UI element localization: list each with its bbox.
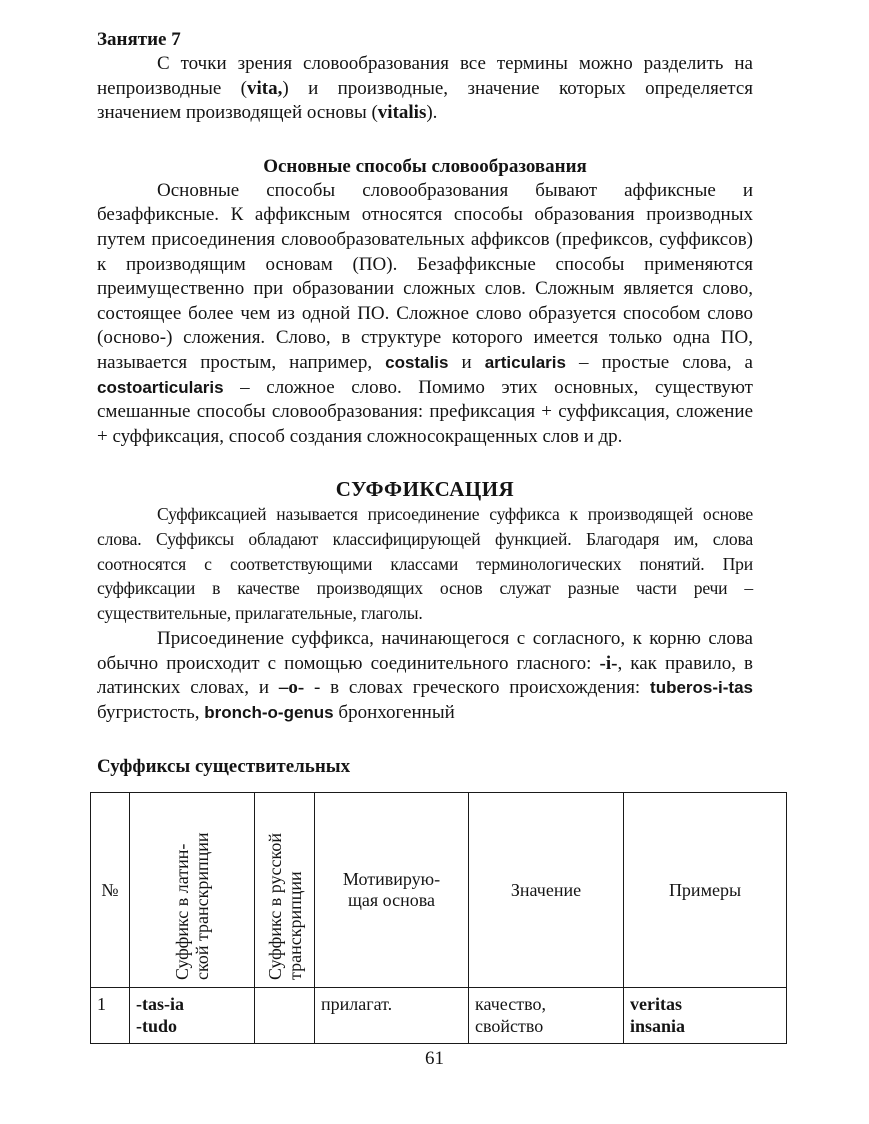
text: Присоединение суффикса, начинающегося с согласного, к корню слова обычно происходит с помощью соединительного гласного: <box>97 628 753 674</box>
cell-examples <box>624 988 787 1044</box>
cell-number: 1 <box>91 988 130 1044</box>
suffix-table <box>90 792 787 1044</box>
text: , как правило, в латинских словах, и <box>97 652 753 699</box>
header-line: Суффикс в русской <box>264 833 285 980</box>
page-content <box>97 28 753 778</box>
text: ). <box>426 102 438 124</box>
cell-line: -tudo <box>136 1016 178 1036</box>
term-costoarticularis: costoarticularis <box>97 377 224 397</box>
vowel-i: -i- <box>599 652 618 674</box>
term-articularis: articularis <box>484 352 566 372</box>
cell-line: свойство <box>475 1016 544 1036</box>
header-line: ской транскрипции <box>192 832 212 980</box>
table-header-row <box>91 793 787 988</box>
text: и <box>448 351 485 373</box>
cell-latin <box>130 988 255 1044</box>
cell-line: качество, <box>475 994 546 1014</box>
example-bronchogenus: bronch-o-genus <box>204 703 334 723</box>
term-vitalis: vitalis <box>377 102 427 124</box>
text: С точки зрения словообразования все термины можно разделить на непроизводные ( <box>97 53 753 99</box>
suffixation-paragraph: Суффиксацией называется присоединение суффикса к производящей основе слова. Суффиксы обладают классифицирующей функцией. Благодаря им, слова соотносятся с соответствующими классами терминологических понятий. При суффиксации в качестве производящих основ служат разные части речи – существительные, прилагательные, глаголы. <box>97 504 753 623</box>
term-vita: vita, <box>247 77 283 99</box>
vertical-label <box>265 800 305 980</box>
cell-line: insania <box>630 1016 686 1036</box>
text: бронхогенный <box>333 702 455 724</box>
col-header-examples: Примеры <box>624 793 787 988</box>
cell-motivating-base: прилагат. <box>315 988 469 1044</box>
table-title: Суффиксы существительных <box>97 755 351 777</box>
text: Основные способы словообразования бывают аффиксные и безаффиксные. К аффиксным относятся способы образования производных путем присоединения словообразовательных аффиксов (префиксов, суффиксов) к производящим основам (ПО). Безаффиксные способы применяются преимущественно при образовании сложных слов. Сложным является слово, состоящее более чем из одной ПО. Сложное слово образуется способом слово (осново-) сложения. Слово, в структуре которого имеется только одна ПО, называется простым, например, <box>97 179 753 373</box>
header-line: транскрипции <box>284 871 305 980</box>
cell-russian <box>255 988 315 1044</box>
term-costalis: costalis <box>385 352 449 372</box>
text: – сложное слово. Помимо этих основных, существуют смешанные способы словообразования: префиксация + суффиксация, сложение + суффиксация, способ создания сложносокращенных слов и др. <box>97 376 753 447</box>
header-line: щая основа <box>348 890 435 910</box>
lesson-title: Занятие 7 <box>97 29 181 50</box>
page-number: 61 <box>425 1048 444 1069</box>
text: - в словах греческого происхождения: <box>304 677 651 699</box>
cell-line: -tas-ia <box>136 994 184 1014</box>
cell-line: veritas <box>630 994 682 1014</box>
col-header-number: № <box>91 793 130 988</box>
vertical-label <box>172 800 212 980</box>
col-header-latin <box>130 793 255 988</box>
header-line: Мотивирую- <box>342 869 441 889</box>
col-header-motivating-base <box>315 793 469 988</box>
header-line: Суффикс в латин- <box>172 843 192 980</box>
text: ) и производные, значение которых определяется значением производящей основы ( <box>97 77 753 124</box>
col-header-russian <box>255 793 315 988</box>
col-header-meaning: Значение <box>469 793 624 988</box>
section-heading-word-formation: Основные способы словообразования <box>263 155 587 177</box>
word-formation-paragraph <box>97 179 753 450</box>
section-heading-suffixation: СУФФИКСАЦИЯ <box>335 477 515 502</box>
example-tuberositas: tuberos-i-tas <box>650 678 753 698</box>
cell-meaning <box>469 988 624 1044</box>
connecting-vowel-paragraph <box>97 627 753 725</box>
vowel-o: –o- <box>278 677 305 699</box>
text: бугристость, <box>97 702 205 724</box>
table-row <box>91 988 787 1044</box>
intro-paragraph <box>97 52 753 126</box>
text: – простые слова, а <box>565 351 753 373</box>
